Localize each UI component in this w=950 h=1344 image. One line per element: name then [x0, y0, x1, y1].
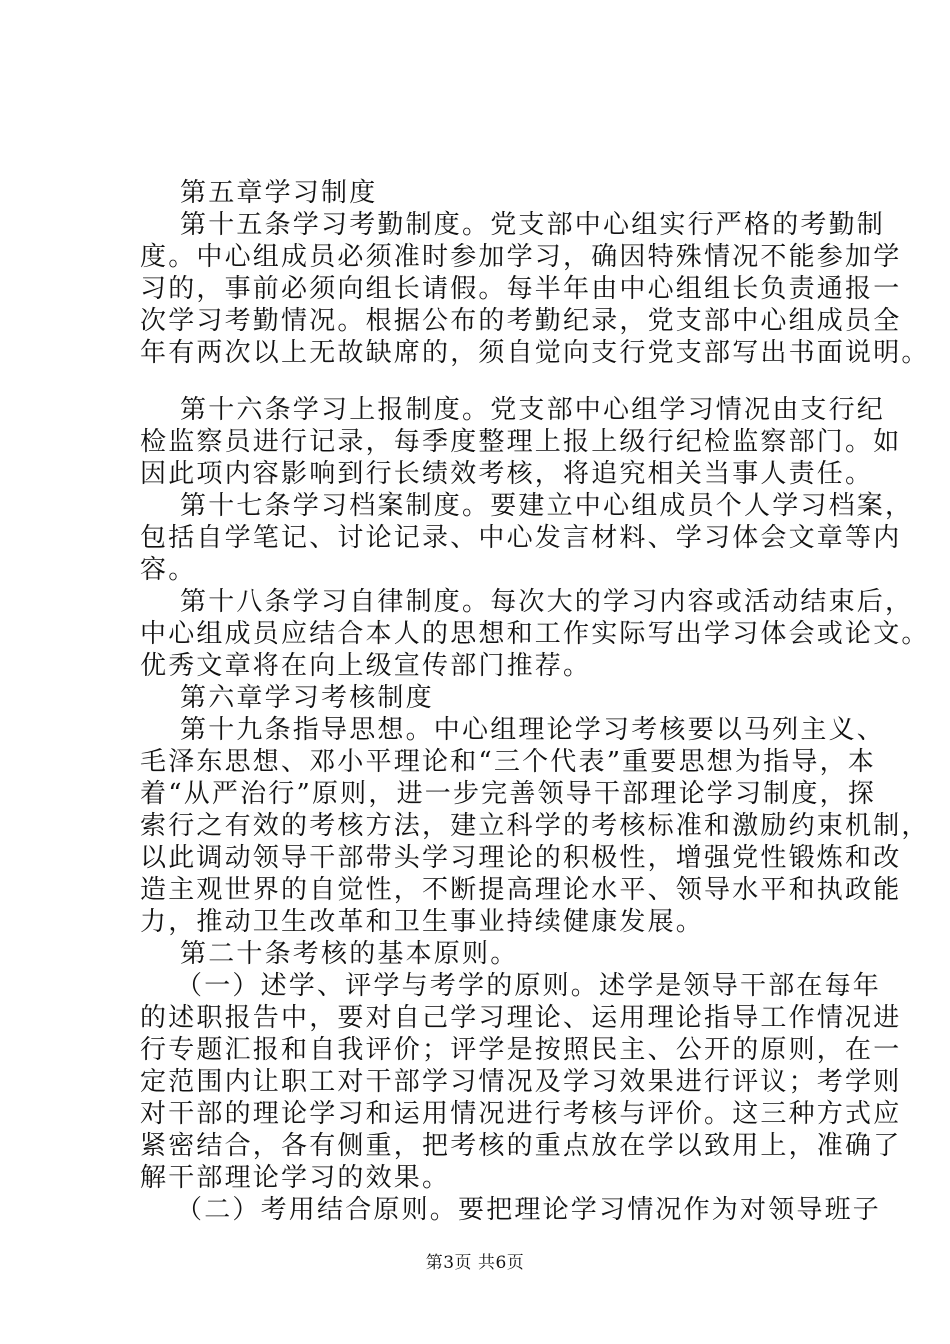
- text-line: 容。: [140, 555, 197, 585]
- text-line: 次学习考勤情况。根据公布的考勤纪录，党支部中心组成员全: [140, 306, 902, 336]
- text-line: 第二十条考核的基本原则。: [180, 939, 519, 969]
- text-line: 度。中心组成员必须准时参加学习，确因特殊情况不能参加学: [140, 242, 902, 272]
- text-line: 第十九条指导思想。中心组理论学习考核要以马列主义、: [180, 715, 886, 745]
- text-line: 毛泽东思想、邓小平理论和“三个代表”重要思想为指导，本: [140, 747, 876, 777]
- text-line: 造主观世界的自觉性，不断提高理论水平、领导水平和执政能: [140, 875, 902, 905]
- text-line: 包括自学笔记、讨论记录、中心发言材料、学习体会文章等内: [140, 523, 902, 553]
- text-line: 第十八条学习自律制度。每次大的学习内容或活动结束后，: [180, 587, 914, 617]
- text-line: 定范围内让职工对干部学习情况及学习效果进行评议；考学则: [140, 1067, 902, 1097]
- text-line: 对干部的理论学习和运用情况进行考核与评价。这三种方式应: [140, 1099, 902, 1129]
- text-line: 第十五条学习考勤制度。党支部中心组实行严格的考勤制: [180, 210, 886, 240]
- text-line: 紧密结合，各有侧重，把考核的重点放在学以致用上，准确了: [140, 1131, 902, 1161]
- page-footer: 第3页 共6页: [425, 1253, 525, 1273]
- text-line: 中心组成员应结合本人的思想和工作实际写出学习体会或论文。: [140, 619, 930, 649]
- chapter-heading: 第六章学习考核制度: [180, 683, 434, 713]
- text-line: 优秀文章将在向上级宣传部门推荐。: [140, 651, 592, 681]
- text-line: 索行之有效的考核方法，建立科学的考核标准和激励约束机制，: [140, 811, 930, 841]
- text-line: 的述职报告中，要对自己学习理论、运用理论指导工作情况进: [140, 1003, 902, 1033]
- text-line: （一）述学、评学与考学的原则。述学是领导干部在每年: [176, 971, 882, 1001]
- text-line: 力，推动卫生改革和卫生事业持续健康发展。: [140, 907, 705, 937]
- text-line: 第十七条学习档案制度。要建立中心组成员个人学习档案，: [180, 491, 914, 521]
- text-line: 解干部理论学习的效果。: [140, 1163, 451, 1193]
- text-line: （二）考用结合原则。要把理论学习情况作为对领导班子: [176, 1195, 882, 1225]
- chapter-heading: 第五章学习制度: [180, 178, 378, 208]
- text-line: 习的，事前必须向组长请假。每半年由中心组组长负责通报一: [140, 274, 902, 304]
- text-line: 年有两次以上无故缺席的，须自觉向支行党支部写出书面说明。: [140, 338, 930, 368]
- text-line: 检监察员进行记录，每季度整理上报上级行纪检监察部门。如: [140, 427, 902, 457]
- text-line: 行专题汇报和自我评价；评学是按照民主、公开的原则，在一: [140, 1035, 902, 1065]
- text-line: 着“从严治行”原则，进一步完善领导干部理论学习制度，探: [140, 779, 876, 809]
- text-line: 因此项内容影响到行长绩效考核，将追究相关当事人责任。: [140, 459, 874, 489]
- text-line: 第十六条学习上报制度。党支部中心组学习情况由支行纪: [180, 395, 886, 425]
- text-line: 以此调动领导干部带头学习理论的积极性，增强党性锻炼和改: [140, 843, 902, 873]
